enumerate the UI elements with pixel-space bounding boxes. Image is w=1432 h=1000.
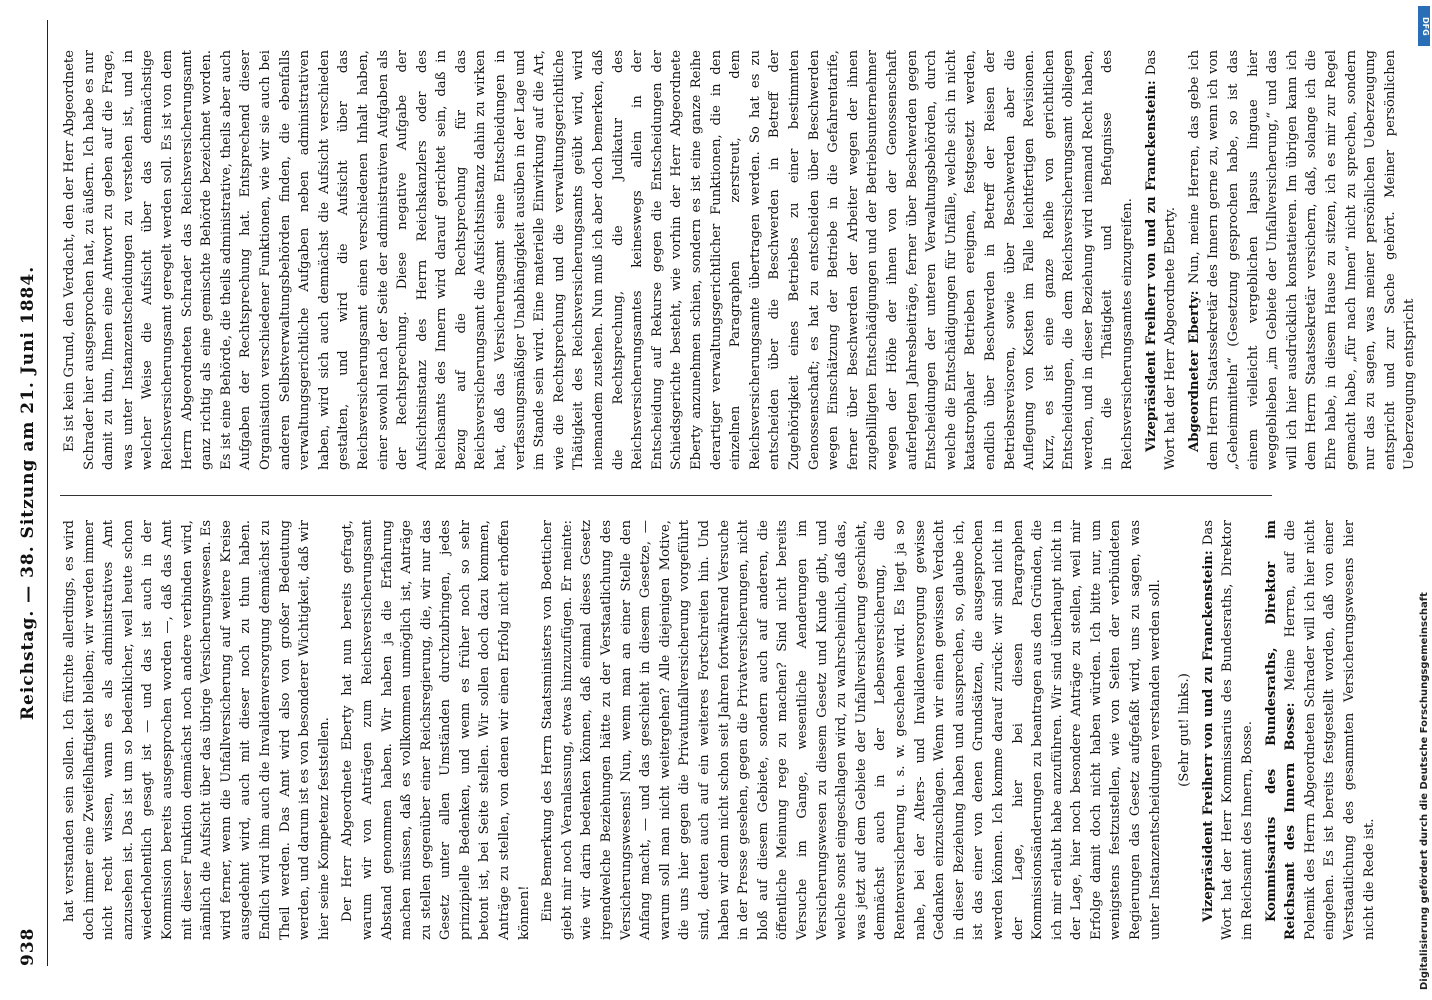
paragraph-text: Es ist kein Grund, den Verdacht, den der Herr Abgeordnete Schrader hier ausgesprochen hat, zu äußern. Ich habe es nur damit zu thun, Ihnen eine Antwort zu geben auf die Frage, was unter Instanzentscheidungen zu verstehen ist, und in welcher Weise die Aufsicht über das demnächstige Reichsversicherungsamt geregelt werden soll. Es ist von dem Herrn Abgeordneten Schrader das Reichsversicherungsamt ganz richtig als eine gemischte Behörde bezeichnet worden. Es ist eine Behörde, die theils administrative, theils aber auch Aufgaben der Rechtsprechung hat. Entsprechend dieser Organisation verschiedener Funktionen, wie wir sie auch bei anderen Selbstverwaltungsbehörden finden, die ebenfalls verwaltungsgerichtliche Aufgaben neben administrativen haben, wird sich auch demnächst die Aufsicht verschieden gestalten, und wird die Aufsicht über das Reichsversicherungsamt einen verschiedenen Inhalt haben, einer sowohl nach der Seite der administrativen Aufgaben als der Rechtsprechung. Diese negative Aufgabe der Aufsichtsinstanz des Herrn Reichskanzlers oder des Reichsamts des Innern wird darauf gerichtet sein, daß in Bezug auf die Rechtsprechung für das Reichsversicherungsamt die Aufsichtsinstanz dahin zu wirken hat, daß das Versicherungsamt seine Entscheidungen in verfassungsmäßiger Unabhängigkeit ausüben in der Lage und im Stande sein wird. Eine materielle Einwirkung auf die Art, wie die Rechtsprechung und die verwaltungsgerichtliche Thätigkeit des Reichsversicherungsamts geübt wird, wird niemandem zustehen. Nun muß ich aber doch bemerken, daß die Rechtsprechung, die Judikatur des Reichsversicherungsamtes keineswegs allein in der Entscheidung auf Rekurse gegen die Entscheidungen der Schiedsgerichte besteht, wie vorhin der Herr Abgeordnete Eberty anzunehmen schien, sondern es ist eine ganze Reihe derartiger verwaltungsgerichtlicher Funktionen, die in den einzelnen Paragraphen zerstreut, dem Reichsversicherungsamte übertragen werden. So hat es zu entscheiden über die Beschwerden in Betreff der Zugehörigkeit eines Betriebes zu einer bestimmten Genossenschaft; es hat zu entscheiden über Beschwerden wegen Einschätzung der Betriebe in die Gefahrentarife, ferner über Beschwerden der Arbeiter wegen der ihnen zugebilligten Entschädigungen und der Betriebsunternehmer wegen der Höhe der ihnen von der Genossenschaft auferlegten Jahresbeiträge, ferner über Beschwerden gegen Entscheidungen der unteren Verwaltungsbehörden, durch welche die Entschädigungen für Unfälle, welche sich in nicht katastrophaler Betrieben ereignen, festgesetzt werden, endlich über Beschwerden in Betreff der Reisen der Betriebsrevisoren, sowie über Beschwerden aber die Auflegung von Kosten im Falle leichtfertigen Revisionen. Kurz, es ist eine ganze Reihe von gerichtlichen Entscheidungen, die dem Reichsversicherungsamt obliegen werden, und in dieser Beziehung wird niemand Recht haben, in die Thätigkeit und Befugnisse des Reichsversicherungsamtes einzugreifen. — [62, 50, 1136, 470]
dfg-logo: DFG — [1418, 6, 1430, 46]
paragraph-text: Eine Bemerkung des Herrn Staatsministers von Boetticher giebt mir noch Veranlassung, etwas hinzuzufügen. Er meinte: wie wir darin bedenken können, daß einmal dieses Gesetz irgendwelche Beziehungen hätte zu der Verstaatlichung des Versicherungswesens! Nun, wenn man an einer Stelle den Anfang macht, — und das geschieht in diesem Gesetze, — warum soll man nicht weitergehen? Alle diejenigen Motive, die uns hier gegen die Privatunfallversicherung vorgeführt sind, deuten auch auf ein weiteres Fortschreiten hin. Und haben wir denn nicht schon seit Jahren fortwährend Versuche in der Presse gesehen, gegen die Privatversicherungen, nicht bloß auf diesem Gebiete, sondern auch auf anderen, die öffentliche Meinung rege zu machen? Sind nicht bereits Versuche im Gange, wesentliche Aenderungen im Versicherungswesen zu diesem Gesetz und Kunde gibt, und welche sonst eingeschlagen wird, zu wahrscheinlich, daß das, was jetzt auf dem Gebiete der Unfallversicherung geschieht, demnächst auch in der Lebensversicherung, die Rentenversicherung u. s. w. geschehen wird. Es liegt ja so nahe, bei der Alters- und Invalidenversorgung gewisse Gedanken einzuschlagen. Wenn wir einen gewissen Verdacht in dieser Beziehung haben und aussprechen, so, glaube ich, ist das einer von denen Grundsätzen, die ausgesprochen werden können. Ich komme darauf zurück: wir sind nicht in der Lage, hier bei diesen Paragraphen Kommissionsänderungen zu beantragen aus den Gründen, die ich mir erlaubt habe anzuführen. Wir sind überhaupt nicht in der Lage, hier noch besondere Anträge zu stellen, weil mir Erfolge damit doch nicht haben würden. Ich bitte nur, um wenigstens festzustellen, wie von Seiten der verbündeten Regierungen das Gesetz aufgefaßt wird, uns zu sagen, was unter Instanzentscheidungen verstanden werden soll. — [540, 520, 1163, 940]
paragraph-text: Nun, meine Herren, das gebe ich dem Herrn Staatssekretär des Innern gerne zu, wenn ich von „Geheimmitteln“ (Gesetzung gesprochen habe, so ist das einem vielleicht vergeblichen lapsus linguae hier weggeblieben „im Gebiete der Unfallversicherung,“ und das will ich hier ausdrücklich konstatieren. Im übrigen kann ich dem Herrn Staatssekretär versichern, daß, solange ich die Ehre habe, in diesem Hause zu sitzen, ich es mir zur Regel gemacht habe, „für nach Innen“ nicht zu sprechen, sondern nur das zu sagen, was meiner persönlichen Ueberzeugung entspricht und zur Sache gehört. Meiner persönlichen Ueberzeugung entspricht — [1186, 50, 1418, 470]
paragraph — [1262, 520, 1380, 940]
paragraph — [338, 520, 534, 940]
speaker-name: Vizepräsident Freiherr von und zu Franckenstein: — [1143, 80, 1159, 452]
paragraph — [60, 520, 334, 940]
paragraph-text: Das Wort hat der Herr Kommissarius des Bundesraths, Direktor im Reichsamt des Innern, Bosse. — [1200, 520, 1256, 940]
paragraph-text: (Sehr gut! links.) — [1177, 673, 1193, 787]
paragraph — [60, 50, 1138, 470]
left-column — [60, 520, 1377, 940]
column-divider — [60, 495, 1272, 496]
header-rule — [47, 20, 48, 966]
page-title: Reichstag. — 38. Sitzung am 21. Juni 1884. — [18, 265, 38, 721]
paragraph — [1199, 520, 1258, 940]
paragraph — [1185, 50, 1420, 470]
paragraph-text: Der Herr Abgeordnete Eberty hat nun bereits gefragt, warum wir von Anträgen zum Reichsversicherungsamt Abstand genommen haben. Wir haben ja die Erfahrung machen müssen, daß es vollkommen unmöglich ist, Anträge zu stellen gegenüber einer Reichsregierung, die, wir nur das Gesetz unter allen Umständen durchzubringen, jedes prinzipielle Bedenken, und wenn es früher noch so sehr betont ist, bei Seite stellen. Wir sollen doch dazu kommen, Anträge zu stellen, von denen wir einen Erfolg nicht erhoffen können! — [340, 520, 532, 940]
paragraph — [1175, 520, 1195, 940]
page-header — [18, 20, 42, 966]
paragraph — [1142, 50, 1181, 470]
paragraph — [538, 520, 1165, 940]
paragraph-text: Das Wort hat der Herr Abgeordnete Eberty. — [1143, 50, 1179, 470]
credit-text: Digitalisierung gefördert durch die Deutsche Forschungsgemeinschaft — [1419, 592, 1430, 990]
speaker-name: Kommissarius des Bundesraths, Direktor im Reichsamt des Innern Bosse: — [1263, 520, 1299, 940]
paragraph-text: hat verstanden sein sollen. Ich fürchte allerdings, es wird doch immer eine Zweifelhaftigkeit bleiben; wir werden immer nicht recht wissen, wann es als administratives Amt anzusehen ist. Das ist um so bedenklicher, weil heute schon wiederholentlich gesagt ist — und das ist auch in der Kommission bereits ausgesprochen worden —, daß das Amt mit dieser Funktion demnächst noch andere verbinden wird, nämlich die Aufsicht über das übrige Versicherungswesen. Es wird ferner, wenn die Unfallversicherung auf weitere Kreise ausgedehnt wird, auch mit dieser noch zu thun haben. Endlich wird ihm auch die Invalidenversorgung demnächst zu Theil werden. Das Amt wird also von großer Bedeutung werden, und darum ist es von besonderer Wichtigkeit, daß wir hier seine Kompetenz feststellen. — [62, 520, 332, 940]
speaker-name: Vizepräsident Freiherr von und zu Franckenstein: — [1200, 550, 1216, 922]
speaker-name: Abgeordneter Eberty: — [1186, 290, 1202, 452]
page-number: 938 — [18, 927, 38, 966]
paragraph-text: Meine Herren, auf die Polemik des Herrn Abgeordneten Schrader will ich hier nicht eingehen. Es ist bereits festgestellt worden, daß von einer Verstaatlichung des gesammten Versicherungswesens hier nicht die Rede ist. — [1283, 520, 1377, 940]
credit-strip — [1416, 0, 1432, 1000]
right-column — [60, 50, 1418, 470]
